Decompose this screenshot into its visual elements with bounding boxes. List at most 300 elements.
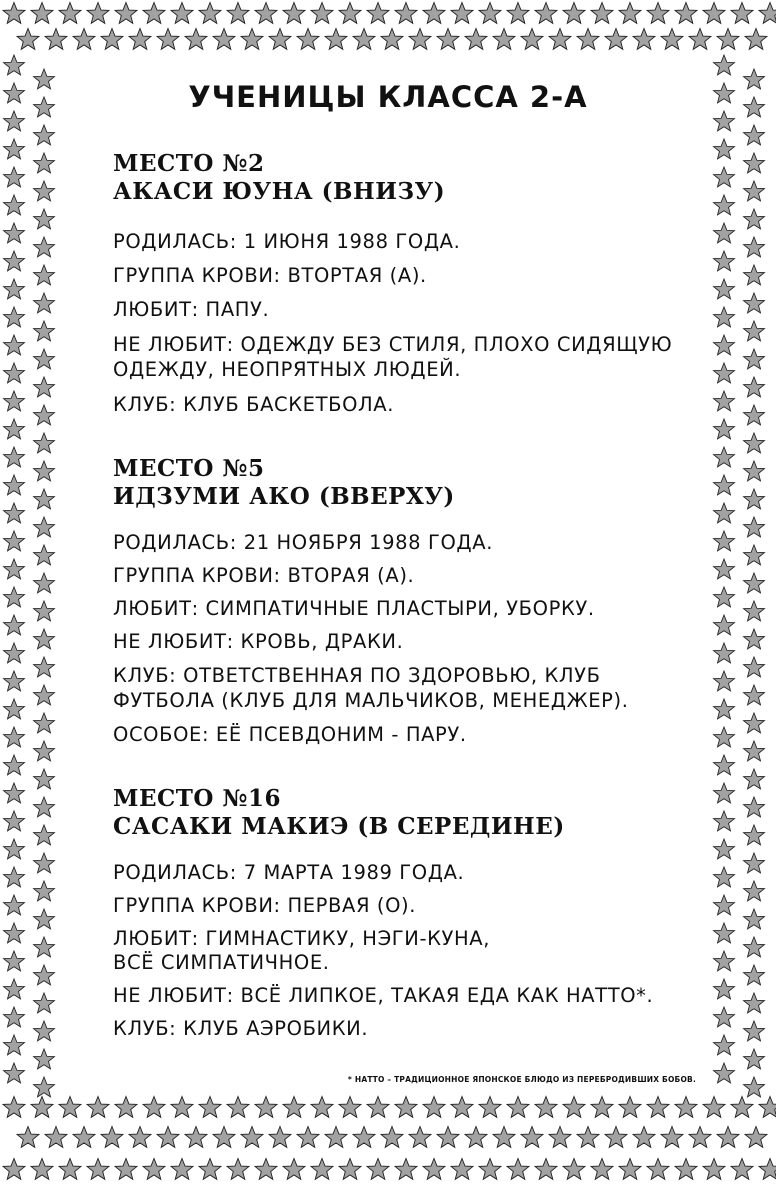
section-1-dislikes-line-2: ОДЕЖДУ, НЕОПРЯТНЫХ ЛЮДЕЙ. <box>113 358 462 381</box>
star-icon <box>759 1159 776 1180</box>
star-icon <box>619 1159 641 1180</box>
star-icon <box>714 55 735 75</box>
star-icon <box>703 3 725 24</box>
star-icon <box>4 419 25 439</box>
section-1-likes: ЛЮБИТ: ПАПУ. <box>113 298 270 321</box>
star-icon <box>339 1159 361 1180</box>
star-icon <box>744 489 765 509</box>
star-icon <box>605 29 627 50</box>
star-icon <box>101 1127 123 1148</box>
star-icon <box>714 279 735 299</box>
star-icon <box>4 587 25 607</box>
star-icon <box>31 3 53 24</box>
star-icon <box>4 335 25 355</box>
star-icon <box>353 29 375 50</box>
star-icon <box>714 335 735 355</box>
star-icon <box>34 377 55 397</box>
star-icon <box>34 713 55 733</box>
star-icon <box>87 3 109 24</box>
star-icon <box>4 643 25 663</box>
star-icon <box>744 685 765 705</box>
star-icon <box>714 447 735 467</box>
star-icon <box>4 1063 25 1083</box>
section-2-blood: ГРУППА КРОВИ: ВТОРАЯ (А). <box>113 564 415 587</box>
star-icon <box>744 769 765 789</box>
star-icon <box>633 29 655 50</box>
star-icon <box>367 1159 389 1180</box>
star-icon <box>4 615 25 635</box>
star-icon <box>227 1159 249 1180</box>
star-icon <box>4 503 25 523</box>
star-icon <box>101 29 123 50</box>
star-icon <box>714 727 735 747</box>
star-icon <box>4 531 25 551</box>
star-icon <box>714 643 735 663</box>
section-3-likes-line-2: ВСЁ СИМПАТИЧНОЕ. <box>113 951 330 974</box>
star-icon <box>717 29 739 50</box>
star-icon <box>535 1159 557 1180</box>
star-icon <box>34 153 55 173</box>
star-icon <box>563 3 585 24</box>
star-icon <box>4 559 25 579</box>
star-icon <box>4 251 25 271</box>
star-icon <box>34 965 55 985</box>
star-icon <box>714 223 735 243</box>
star-icon <box>171 1159 193 1180</box>
star-icon <box>703 1097 725 1118</box>
star-icon <box>59 3 81 24</box>
star-icon <box>34 1077 55 1097</box>
star-icon <box>269 1127 291 1148</box>
star-icon <box>633 1127 655 1148</box>
star-icon <box>714 195 735 215</box>
star-icon <box>619 3 641 24</box>
section-3-born: РОДИЛАСЬ: 7 МАРТА 1989 ГОДА. <box>113 861 465 884</box>
star-icon <box>675 1097 697 1118</box>
star-icon <box>381 1127 403 1148</box>
star-icon <box>714 251 735 271</box>
star-icon <box>507 1159 529 1180</box>
star-icon <box>143 1097 165 1118</box>
star-icon <box>129 1127 151 1148</box>
star-icon <box>714 839 735 859</box>
section-1-born: РОДИЛАСЬ: 1 ИЮНЯ 1988 ГОДА. <box>113 230 461 253</box>
star-icon <box>34 769 55 789</box>
star-icon <box>3 1097 25 1118</box>
star-icon <box>714 811 735 831</box>
star-icon <box>115 1159 137 1180</box>
star-icon <box>87 1097 109 1118</box>
star-icon <box>31 1097 53 1118</box>
star-icon <box>675 3 697 24</box>
star-icon <box>744 909 765 929</box>
page-title: УЧЕНИЦЫ КЛАССА 2-А <box>188 80 588 114</box>
star-icon <box>395 3 417 24</box>
star-icon <box>269 29 291 50</box>
star-icon <box>171 3 193 24</box>
star-icon <box>744 153 765 173</box>
star-icon <box>381 29 403 50</box>
star-icon <box>744 433 765 453</box>
star-icon <box>34 601 55 621</box>
star-icon <box>73 29 95 50</box>
star-icon <box>647 1159 669 1180</box>
star-icon <box>744 993 765 1013</box>
star-icon <box>714 307 735 327</box>
star-icon <box>744 629 765 649</box>
star-icon <box>34 741 55 761</box>
star-icon <box>311 1097 333 1118</box>
star-icon <box>129 29 151 50</box>
star-icon <box>591 3 613 24</box>
star-icon <box>34 489 55 509</box>
star-icon <box>731 3 753 24</box>
star-icon <box>4 223 25 243</box>
star-icon <box>4 951 25 971</box>
star-icon <box>714 391 735 411</box>
star-icon <box>4 811 25 831</box>
star-icon <box>451 1097 473 1118</box>
star-icon <box>714 167 735 187</box>
star-icon <box>4 867 25 887</box>
star-icon <box>87 1159 109 1180</box>
section-2-place: МЕСТО №5 <box>113 455 265 482</box>
star-icon <box>591 1159 613 1180</box>
star-icon <box>34 853 55 873</box>
star-icon <box>717 1127 739 1148</box>
star-icon <box>395 1159 417 1180</box>
star-icon <box>744 853 765 873</box>
star-icon <box>34 321 55 341</box>
section-3-name: САСАКИ МАКИЭ (В СЕРЕДИНЕ) <box>113 813 565 840</box>
star-icon <box>521 29 543 50</box>
star-icon <box>409 29 431 50</box>
star-icon <box>34 937 55 957</box>
star-icon <box>563 1159 585 1180</box>
star-icon <box>143 1159 165 1180</box>
star-icon <box>714 475 735 495</box>
star-icon <box>507 3 529 24</box>
star-icon <box>744 825 765 845</box>
star-icon <box>3 3 25 24</box>
star-icon <box>714 895 735 915</box>
star-icon <box>34 881 55 901</box>
star-icon <box>493 29 515 50</box>
star-icon <box>213 29 235 50</box>
star-icon <box>744 1077 765 1097</box>
star-icon <box>4 307 25 327</box>
star-icon <box>714 951 735 971</box>
star-icon <box>744 293 765 313</box>
star-icon <box>4 475 25 495</box>
star-icon <box>535 3 557 24</box>
star-icon <box>4 839 25 859</box>
star-icon <box>59 1159 81 1180</box>
section-2-club-line-1: КЛУБ: ОТВЕТСТВЕННАЯ ПО ЗДОРОВЬЮ, КЛУБ <box>113 664 601 687</box>
star-icon <box>577 29 599 50</box>
star-icon <box>465 1127 487 1148</box>
star-icon <box>34 461 55 481</box>
star-icon <box>451 3 473 24</box>
star-icon <box>714 363 735 383</box>
star-icon <box>619 1097 641 1118</box>
star-icon <box>409 1127 431 1148</box>
star-icon <box>744 209 765 229</box>
star-icon <box>4 363 25 383</box>
section-1-dislikes-line-1: НЕ ЛЮБИТ: ОДЕЖДУ БЕЗ СТИЛЯ, ПЛОХО СИДЯЩУЮ <box>113 333 673 356</box>
star-icon <box>325 1127 347 1148</box>
star-icon <box>213 1127 235 1148</box>
star-icon <box>4 195 25 215</box>
star-icon <box>34 237 55 257</box>
section-1-blood: ГРУППА КРОВИ: ВТОРТАЯ (А). <box>113 264 427 287</box>
star-icon <box>549 1127 571 1148</box>
star-icon <box>423 3 445 24</box>
star-icon <box>563 1097 585 1118</box>
star-icon <box>714 671 735 691</box>
star-icon <box>311 1159 333 1180</box>
star-icon <box>714 419 735 439</box>
star-icon <box>297 1127 319 1148</box>
star-icon <box>605 1127 627 1148</box>
star-icon <box>437 29 459 50</box>
star-icon <box>4 279 25 299</box>
star-icon <box>283 1159 305 1180</box>
star-icon <box>4 1007 25 1027</box>
star-icon <box>34 685 55 705</box>
star-icon <box>479 1097 501 1118</box>
star-icon <box>4 167 25 187</box>
section-3-club: КЛУБ: КЛУБ АЭРОБИКИ. <box>113 1017 369 1040</box>
star-icon <box>311 3 333 24</box>
star-icon <box>34 293 55 313</box>
section-1-club: КЛУБ: КЛУБ БАСКЕТБОЛА. <box>113 393 395 416</box>
star-icon <box>4 979 25 999</box>
star-icon <box>255 1097 277 1118</box>
star-icon <box>689 1127 711 1148</box>
star-icon <box>744 713 765 733</box>
star-icon <box>325 29 347 50</box>
star-icon <box>34 993 55 1013</box>
star-icon <box>744 965 765 985</box>
star-icon <box>185 29 207 50</box>
star-icon <box>297 29 319 50</box>
star-icon <box>4 1035 25 1055</box>
star-icon <box>549 29 571 50</box>
star-icon <box>744 881 765 901</box>
star-icon <box>577 1127 599 1148</box>
section-2-club-line-2: ФУТБОЛА (КЛУБ ДЛЯ МАЛЬЧИКОВ, МЕНЕДЖЕР). <box>113 689 629 712</box>
star-icon <box>34 181 55 201</box>
star-icon <box>59 1097 81 1118</box>
star-icon <box>241 1127 263 1148</box>
star-icon <box>714 559 735 579</box>
star-icon <box>31 1159 53 1180</box>
star-icon <box>4 923 25 943</box>
star-icon <box>199 1159 221 1180</box>
section-1-place: МЕСТО №2 <box>113 150 265 177</box>
star-icon <box>714 615 735 635</box>
star-icon <box>745 1127 767 1148</box>
star-icon <box>744 545 765 565</box>
star-icon <box>367 3 389 24</box>
star-icon <box>255 1159 277 1180</box>
star-icon <box>714 923 735 943</box>
star-icon <box>661 1127 683 1148</box>
star-icon <box>34 209 55 229</box>
star-icon <box>157 1127 179 1148</box>
star-icon <box>479 1159 501 1180</box>
star-icon <box>744 741 765 761</box>
star-icon <box>759 3 776 24</box>
star-icon <box>171 1097 193 1118</box>
star-icon <box>34 125 55 145</box>
star-icon <box>535 1097 557 1118</box>
star-icon <box>744 797 765 817</box>
star-icon <box>17 1127 39 1148</box>
star-icon <box>714 755 735 775</box>
star-icon <box>744 573 765 593</box>
star-icon <box>4 671 25 691</box>
star-icon <box>744 657 765 677</box>
star-icon <box>4 783 25 803</box>
star-icon <box>744 1021 765 1041</box>
star-icon <box>34 1021 55 1041</box>
star-icon <box>4 139 25 159</box>
section-2-likes: ЛЮБИТ: СИМПАТИЧНЫЕ ПЛАСТЫРИ, УБОРКУ. <box>113 597 595 620</box>
star-icon <box>731 1097 753 1118</box>
star-icon <box>479 3 501 24</box>
star-icon <box>744 461 765 481</box>
star-icon <box>714 503 735 523</box>
section-2-special: ОСОБОЕ: ЕЁ ПСЕВДОНИМ - ПАРУ. <box>113 723 467 746</box>
star-icon <box>744 937 765 957</box>
star-icon <box>744 125 765 145</box>
star-icon <box>744 405 765 425</box>
star-icon <box>647 1097 669 1118</box>
star-icon <box>423 1097 445 1118</box>
star-icon <box>17 29 39 50</box>
star-icon <box>34 909 55 929</box>
section-1-name: АКАСИ ЮУНА (ВНИЗУ) <box>113 178 446 205</box>
star-icon <box>493 1127 515 1148</box>
star-icon <box>255 3 277 24</box>
star-icon <box>34 573 55 593</box>
star-icon <box>34 545 55 565</box>
star-icon <box>367 1097 389 1118</box>
star-icon <box>185 1127 207 1148</box>
star-icon <box>34 517 55 537</box>
star-icon <box>115 1097 137 1118</box>
star-icon <box>744 321 765 341</box>
star-icon <box>143 3 165 24</box>
star-icon <box>34 433 55 453</box>
star-icon <box>34 405 55 425</box>
star-icon <box>744 377 765 397</box>
star-icon <box>227 1097 249 1118</box>
star-icon <box>34 657 55 677</box>
star-icon <box>714 1007 735 1027</box>
star-icon <box>521 1127 543 1148</box>
star-icon <box>34 797 55 817</box>
star-icon <box>45 1127 67 1148</box>
star-icon <box>423 1159 445 1180</box>
section-3-likes-line-1: ЛЮБИТ: ГИМНАСТИКУ, НЭГИ-КУНА, <box>113 927 491 950</box>
star-icon <box>689 29 711 50</box>
star-icon <box>744 181 765 201</box>
star-icon <box>661 29 683 50</box>
star-icon <box>4 755 25 775</box>
star-icon <box>227 3 249 24</box>
star-icon <box>34 1049 55 1069</box>
star-icon <box>353 1127 375 1148</box>
star-icon <box>199 3 221 24</box>
star-icon <box>465 29 487 50</box>
section-2-dislikes: НЕ ЛЮБИТ: КРОВЬ, ДРАКИ. <box>113 630 404 653</box>
section-3-dislikes: НЕ ЛЮБИТ: ВСЁ ЛИПКОЕ, ТАКАЯ ЕДА КАК НАТТО*. <box>113 984 654 1007</box>
star-icon <box>714 1063 735 1083</box>
star-icon <box>744 1049 765 1069</box>
star-icon <box>283 3 305 24</box>
star-icon <box>34 825 55 845</box>
section-3-place: МЕСТО №16 <box>113 785 281 812</box>
section-2-name: ИДЗУМИ АКО (ВВЕРХУ) <box>113 483 455 510</box>
star-icon <box>714 139 735 159</box>
star-icon <box>73 1127 95 1148</box>
star-icon <box>451 1159 473 1180</box>
star-icon <box>714 783 735 803</box>
star-icon <box>744 349 765 369</box>
star-icon <box>647 3 669 24</box>
star-icon <box>744 601 765 621</box>
star-icon <box>34 265 55 285</box>
star-icon <box>4 699 25 719</box>
star-icon <box>714 699 735 719</box>
star-icon <box>744 237 765 257</box>
star-icon <box>4 391 25 411</box>
star-icon <box>34 349 55 369</box>
star-icon <box>714 531 735 551</box>
star-icon <box>675 1159 697 1180</box>
star-icon <box>744 265 765 285</box>
star-icon <box>507 1097 529 1118</box>
star-icon <box>283 1097 305 1118</box>
star-icon <box>241 29 263 50</box>
star-icon <box>4 895 25 915</box>
star-icon <box>3 1159 25 1180</box>
star-icon <box>45 29 67 50</box>
star-icon <box>731 1159 753 1180</box>
star-icon <box>759 1097 776 1118</box>
star-icon <box>703 1159 725 1180</box>
star-icon <box>339 3 361 24</box>
star-icon <box>339 1097 361 1118</box>
star-icon <box>115 3 137 24</box>
star-icon <box>395 1097 417 1118</box>
section-2-born: РОДИЛАСЬ: 21 НОЯБРЯ 1988 ГОДА. <box>113 531 493 554</box>
star-icon <box>714 587 735 607</box>
star-icon <box>4 55 25 75</box>
star-icon <box>745 29 767 50</box>
star-icon <box>714 867 735 887</box>
star-icon <box>744 517 765 537</box>
star-icon <box>714 1035 735 1055</box>
star-icon <box>4 727 25 747</box>
section-3-blood: ГРУППА КРОВИ: ПЕРВАЯ (О). <box>113 894 417 917</box>
star-icon <box>199 1097 221 1118</box>
footnote: * НАТТО – ТРАДИЦИОННОЕ ЯПОНСКОЕ БЛЮДО ИЗ ПЕРЕБРОДИВШИХ БОБОВ. <box>347 1075 696 1084</box>
star-icon <box>591 1097 613 1118</box>
